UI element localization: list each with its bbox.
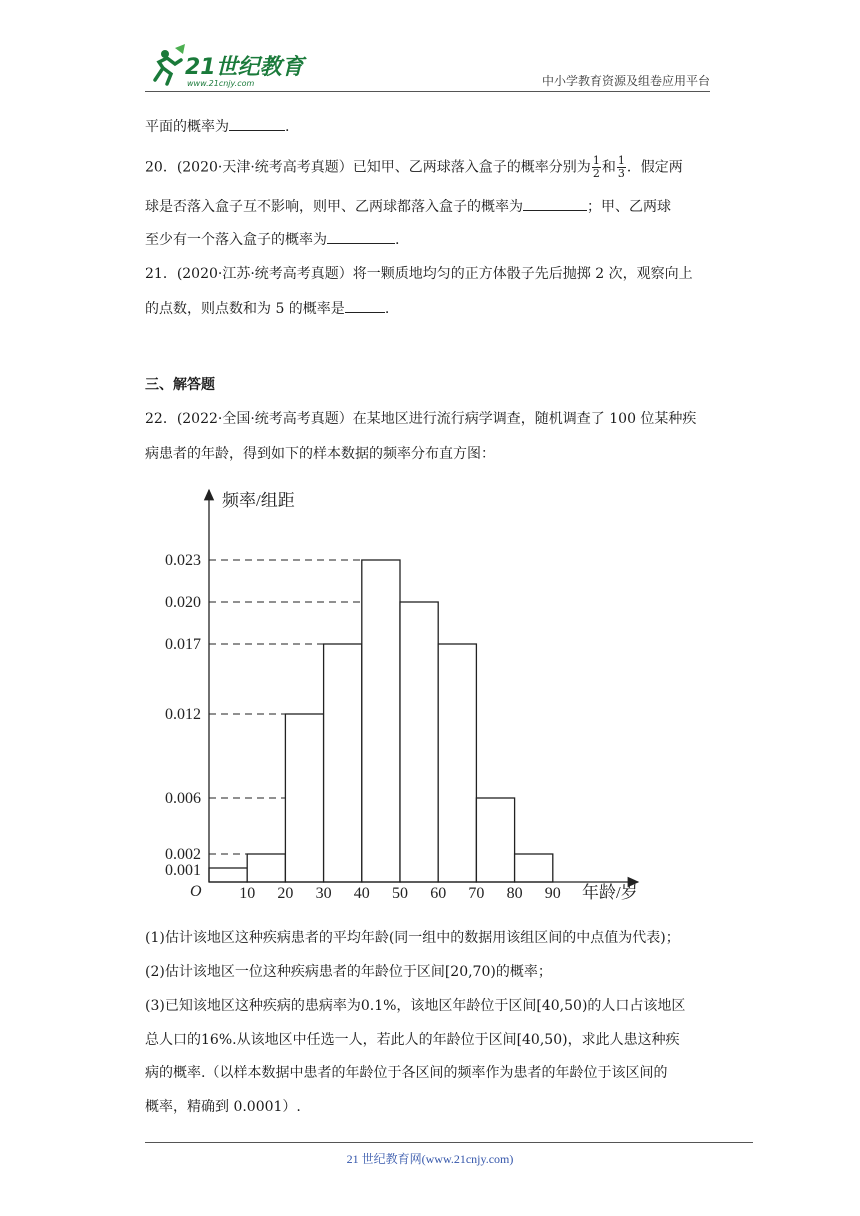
histogram-bar-30-40 <box>324 644 362 882</box>
logo-url: www.21cnjy.com <box>187 79 255 88</box>
histogram-bar-0-10 <box>209 868 247 882</box>
histogram-bar-60-70 <box>438 644 476 882</box>
y-tick-label-0.012: 0.012 <box>165 706 201 723</box>
x-axis-title: 年龄/岁 <box>582 883 638 900</box>
q20-answer-blank-1[interactable] <box>523 196 587 211</box>
q22-sub3-line1: (3)已知该地区这种疾病的患病率为0.1%，该地区年龄位于区间[40,50)的人口占该地区 <box>145 998 686 1014</box>
q20-line2-a: 球是否落入盒子互不影响，则甲、乙两球都落入盒子的概率为 <box>145 199 523 215</box>
x-tick-label-90: 90 <box>544 885 561 900</box>
histogram-bar-70-80 <box>476 798 514 882</box>
q21-line2-a: 的点数，则点数和为 5 的概率是 <box>145 301 345 317</box>
q20-line2-b: ；甲、乙两球 <box>587 199 671 215</box>
fraction-one-half <box>592 155 601 180</box>
q20-line2 <box>145 196 671 217</box>
site-logo[interactable] <box>145 40 315 92</box>
origin-label: O <box>190 883 202 900</box>
y-tick-label-0.023: 0.023 <box>165 552 201 569</box>
section-heading: 三、解答题 <box>145 377 215 393</box>
q22-line2: 病患者的年龄，得到如下的样本数据的频率分布直方图： <box>145 446 495 462</box>
q20-line3-b: . <box>395 232 400 248</box>
histogram-bar-10-20 <box>247 854 285 882</box>
histogram-bar-40-50 <box>362 560 400 882</box>
q21-line2 <box>145 298 389 319</box>
histogram-bar-80-90 <box>515 854 553 882</box>
logo-title: 21世纪教育 <box>185 55 304 80</box>
q20-line1 <box>145 155 683 180</box>
q22-sub3-line2: 总人口的16%.从该地区中任选一人，若此人的年龄位于区间[40,50)，求此人患这种疾 <box>145 1032 680 1048</box>
q19-tail <box>145 116 289 137</box>
frac2-numerator: 1 <box>617 154 625 167</box>
footer-divider <box>145 1142 753 1143</box>
q19-end: . <box>285 119 290 135</box>
q22-sub3-line3: 病的概率.（以样本数据中患者的年龄位于各区间的频率作为患者的年龄位于该区间的 <box>145 1065 668 1081</box>
x-tick-label-10: 10 <box>239 885 256 900</box>
q20-answer-blank-2[interactable] <box>327 229 395 244</box>
q22-sub3-line4: 概率，精确到 0.0001）. <box>145 1099 301 1115</box>
fraction-one-third <box>617 155 626 180</box>
histogram-svg <box>150 480 680 900</box>
footer-link[interactable]: 21 世纪教育网(www.21cnjy.com) <box>346 1152 514 1166</box>
q19-text: 平面的概率为 <box>145 119 229 135</box>
x-tick-label-40: 40 <box>353 885 370 900</box>
q19-answer-blank[interactable] <box>229 116 285 131</box>
x-tick-label-50: 50 <box>392 885 408 900</box>
frequency-histogram <box>150 480 680 900</box>
header-divider <box>145 91 710 92</box>
histogram-bar-50-60 <box>400 602 438 882</box>
runner-logo-icon <box>145 40 315 92</box>
q20-text-a: 20．(2020·天津·统考高考真题）已知甲、乙两球落入盒子的概率分别为 <box>145 159 591 176</box>
q22-sub2: (2)估计该地区一位这种疾病患者的年龄位于区间[20,70)的概率； <box>145 964 552 980</box>
histogram-bar-20-30 <box>285 714 323 882</box>
y-tick-label-0.002: 0.002 <box>165 846 201 863</box>
x-tick-label-60: 60 <box>430 885 447 900</box>
x-tick-label-80: 80 <box>506 885 523 900</box>
x-tick-label-70: 70 <box>468 885 485 900</box>
y-axis-title: 频率/组距 <box>222 491 295 510</box>
q21-line1: 21．(2020·江苏·统考高考真题）将一颗质地均匀的正方体骰子先后抛掷 2 次，观察向上 <box>145 266 693 282</box>
y-tick-label-0.006: 0.006 <box>165 790 201 807</box>
page-header <box>145 40 710 92</box>
q22-line1: 22．(2022·全国·统考高考真题）在某地区进行流行病学调查，随机调查了 100 位某种疾 <box>145 411 697 427</box>
q20-text-b: ．假定两 <box>626 159 683 176</box>
q21-line2-b: . <box>384 301 390 317</box>
q20-line3 <box>145 229 399 250</box>
q20-line3-a: 至少有一个落入盒子的概率为 <box>145 232 327 248</box>
frac1-denominator: 2 <box>592 167 600 180</box>
frac2-denominator: 3 <box>617 167 625 180</box>
y-tick-label-0.001: 0.001 <box>165 862 201 879</box>
platform-name: 中小学教育资源及组卷应用平台 <box>541 74 710 88</box>
q22-sub1: (1)估计该地区这种疾病患者的平均年龄(同一组中的数据用该组区间的中点值为代表)； <box>145 930 680 946</box>
frac1-numerator: 1 <box>592 154 600 167</box>
y-tick-label-0.017: 0.017 <box>165 636 201 653</box>
x-tick-label-20: 20 <box>277 885 294 900</box>
y-tick-label-0.020: 0.020 <box>165 594 201 611</box>
q21-answer-blank[interactable] <box>345 298 385 313</box>
x-tick-label-30: 30 <box>315 885 332 900</box>
q20-and: 和 <box>601 159 616 176</box>
